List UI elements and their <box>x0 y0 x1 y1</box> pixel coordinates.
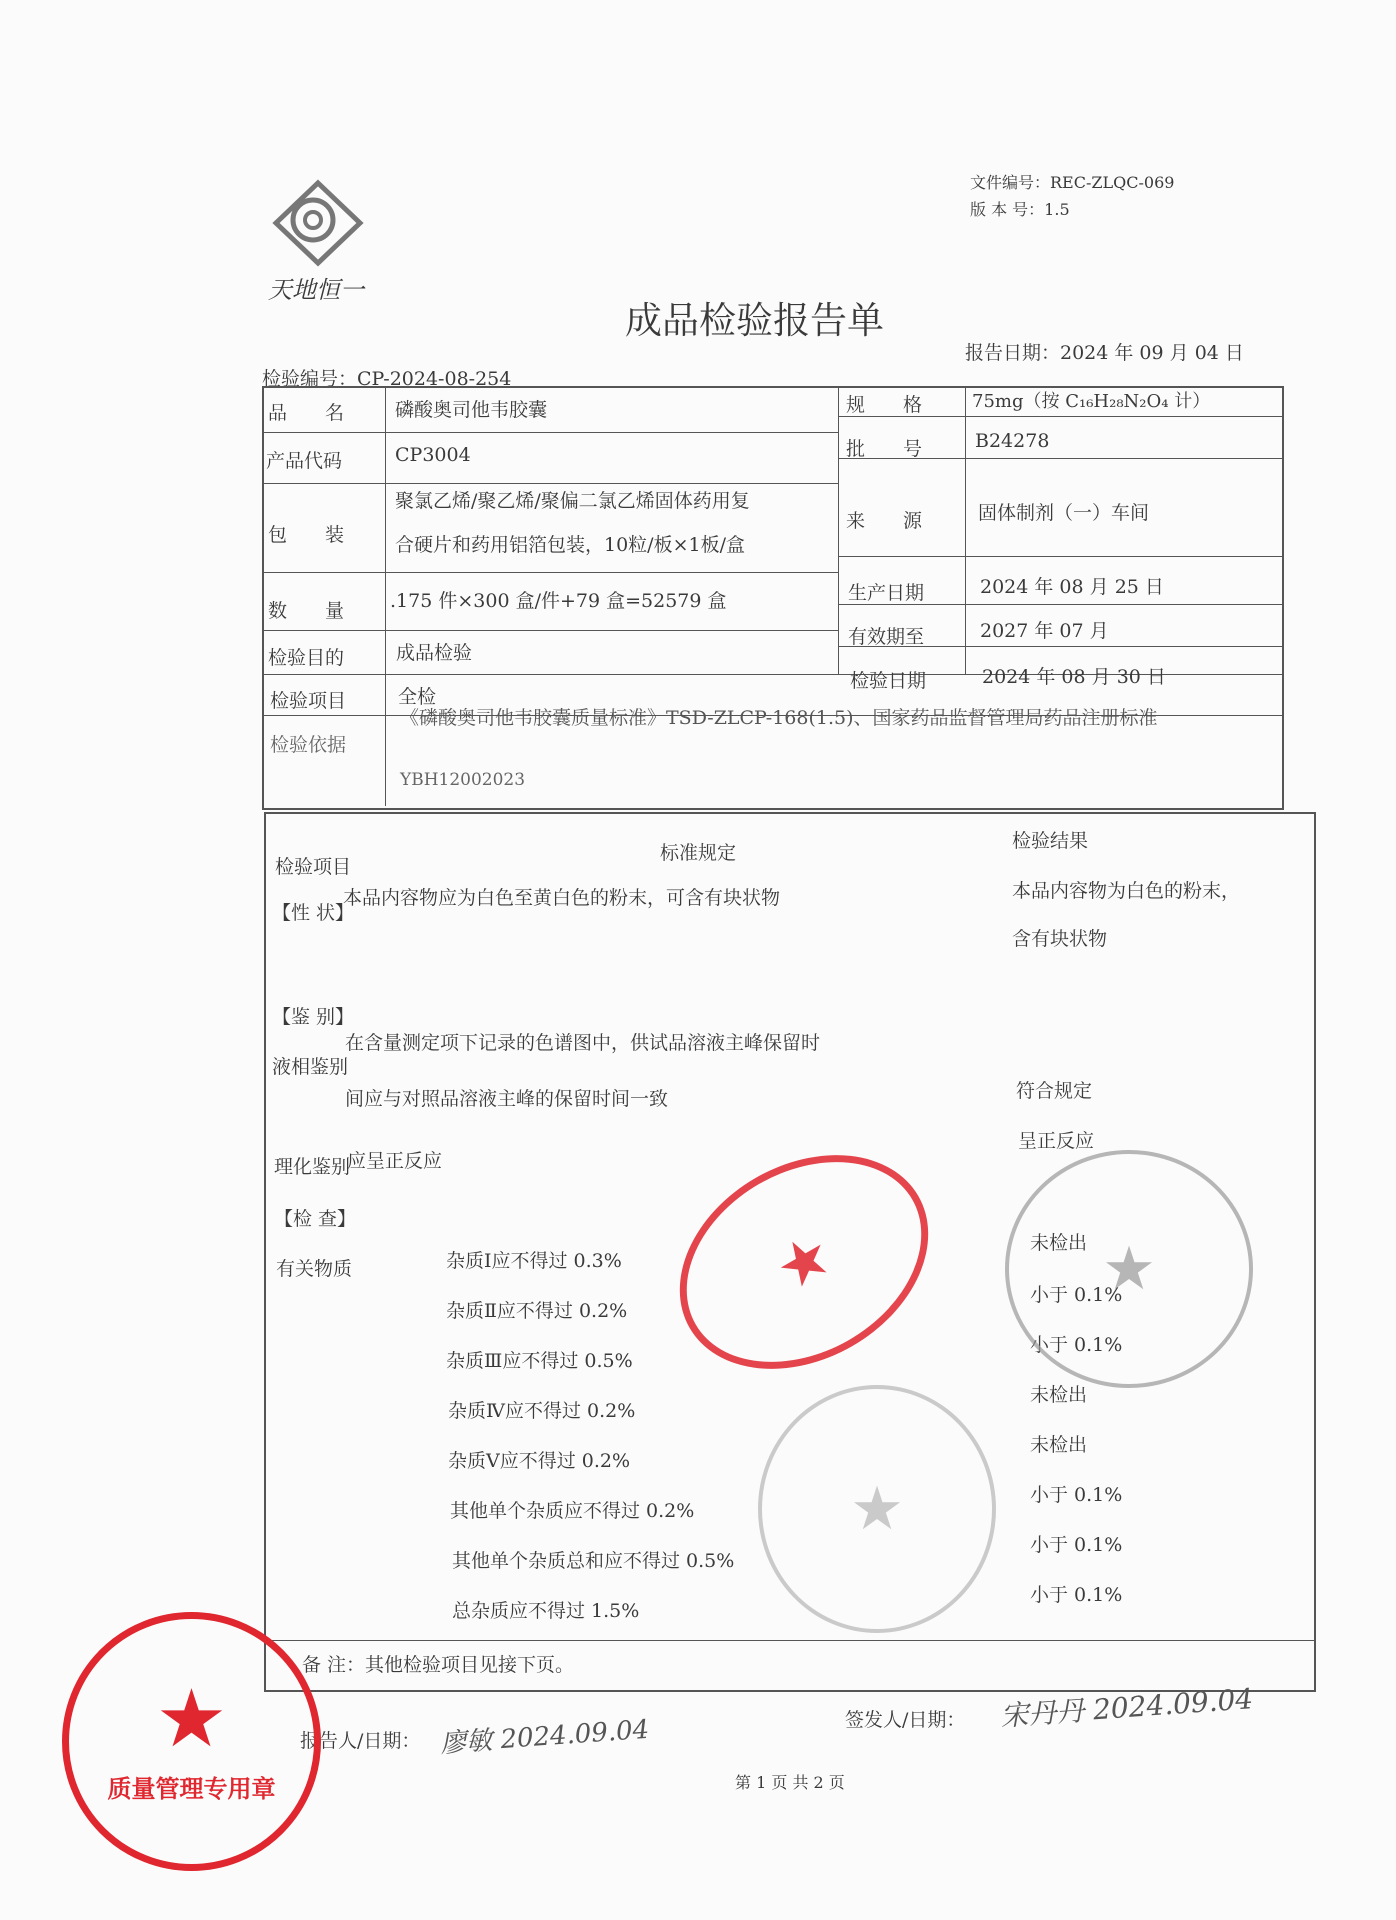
product-code-label: 产品代码 <box>266 450 343 472</box>
spiral-logo-icon <box>268 178 368 268</box>
gray-qc-stamp-1: ★ <box>1005 1150 1253 1388</box>
spec: 75mg（按 C₁₆H₂₈N₂O₄ 计） <box>972 391 1211 412</box>
appearance-label: 【性 状】 <box>272 902 355 924</box>
reporter-signature: 廖敏 2024.09.04 <box>439 1714 651 1760</box>
remark: 备 注：其他检验项目见接下页。 <box>302 1654 575 1676</box>
impurity-result: 小于 0.1% <box>1030 1534 1123 1556</box>
basis-label: 检验依据 <box>270 734 347 756</box>
product-code: CP3004 <box>395 444 471 466</box>
appearance-result-2: 含有块状物 <box>1012 928 1108 950</box>
hplc-standard-2: 间应与对照品溶液主峰的保留时间一致 <box>345 1088 669 1110</box>
impurity-result: 小于 0.1% <box>1030 1584 1123 1606</box>
product-name-label: 品 名 <box>268 402 345 424</box>
purpose-label: 检验目的 <box>268 647 345 669</box>
expiry: 2027 年 07 月 <box>980 620 1109 642</box>
impurity-standard: 杂质Ⅰ应不得过 0.3% <box>446 1250 622 1272</box>
batch-label: 批 号 <box>846 438 923 460</box>
spec-label: 规 格 <box>846 394 923 416</box>
mfg-date-label: 生产日期 <box>848 582 925 604</box>
impurity-result: 小于 0.1% <box>1030 1484 1123 1506</box>
hplc-result: 符合规定 <box>1016 1080 1093 1102</box>
product-name: 磷酸奥司他韦胶囊 <box>395 399 548 421</box>
mfg-date: 2024 年 08 月 25 日 <box>980 576 1164 598</box>
col-item-header: 检验项目 <box>275 856 352 878</box>
inspection-number: 检验编号：CP-2024-08-254 <box>262 368 512 390</box>
hplc-label: 液相鉴别 <box>272 1056 349 1078</box>
impurity-standard: 杂质Ⅴ应不得过 0.2% <box>448 1450 631 1472</box>
impurity-result: 未检出 <box>1030 1232 1088 1254</box>
basis-line-1: 《磷酸奥司他韦胶囊质量标准》TSD-ZLCP-168(1.5)、国家药品监督管理局药品注册标准 <box>400 707 1158 729</box>
package-line-1: 聚氯乙烯/聚乙烯/聚偏二氯乙烯固体药用复 <box>395 490 750 512</box>
related-substances-label: 有关物质 <box>276 1258 353 1280</box>
impurity-standard: 杂质Ⅳ应不得过 0.2% <box>448 1400 636 1422</box>
red-round-stamp: ★ 质量管理专用章 <box>62 1612 321 1871</box>
impurity-result: 未检出 <box>1030 1434 1088 1456</box>
test-date: 2024 年 08 月 30 日 <box>982 666 1166 688</box>
col-standard-header: 标准规定 <box>660 842 737 864</box>
page-title: 成品检验报告单 <box>625 299 884 342</box>
chem-id-label: 理化鉴别 <box>274 1156 351 1178</box>
basis-line-2: YBH12002023 <box>400 770 526 790</box>
quantity-label: 数 量 <box>268 600 345 622</box>
identification-label: 【鉴 别】 <box>272 1006 355 1028</box>
batch: B24278 <box>975 430 1050 452</box>
reporter-label: 报告人/日期： <box>300 1730 421 1752</box>
page-number: 第 1 页 共 2 页 <box>735 1773 845 1792</box>
impurity-standard: 其他单个杂质总和应不得过 0.5% <box>452 1550 735 1572</box>
file-number: 文件编号：REC-ZLQC-069 <box>970 173 1175 192</box>
hplc-standard-1: 在含量测定项下记录的色谱图中，供试品溶液主峰保留时 <box>345 1032 821 1054</box>
impurity-result: 未检出 <box>1030 1384 1088 1406</box>
test-date-label: 检验日期 <box>850 670 927 692</box>
gray-qc-stamp-2: ★ <box>758 1385 996 1633</box>
col-result-header: 检验结果 <box>1012 830 1089 852</box>
package-label: 包 装 <box>268 524 345 546</box>
version-number: 版 本 号：1.5 <box>970 200 1070 219</box>
expiry-label: 有效期至 <box>848 626 925 648</box>
impurity-standard: 杂质Ⅱ应不得过 0.2% <box>446 1300 628 1322</box>
items-label: 检验项目 <box>270 690 347 712</box>
appearance-result-1: 本品内容物为白色的粉末， <box>1012 880 1241 902</box>
logo-text: 天地恒一 <box>268 276 364 304</box>
source-label: 来 源 <box>846 510 923 532</box>
red-oval-stamp: ★ <box>641 1112 967 1412</box>
impurity-standard: 杂质Ⅲ应不得过 0.5% <box>446 1350 633 1372</box>
items: 全检 <box>398 686 437 708</box>
check-label: 【检 查】 <box>274 1208 357 1230</box>
company-logo <box>268 178 368 305</box>
impurity-result: 小于 0.1% <box>1030 1334 1123 1356</box>
source: 固体制剂（一）车间 <box>978 502 1150 524</box>
appearance-standard: 本品内容物应为白色至黄白色的粉末，可含有块状物 <box>343 887 781 909</box>
chem-id-result: 呈正反应 <box>1018 1130 1095 1152</box>
issuer-signature: 宋丹丹 2024.09.04 <box>999 1682 1255 1733</box>
purpose: 成品检验 <box>396 642 473 664</box>
package-line-2: 合硬片和药用铝箔包装，10粒/板×1板/盒 <box>395 534 745 556</box>
impurity-standard: 其他单个杂质应不得过 0.2% <box>450 1500 695 1522</box>
impurity-standard: 总杂质应不得过 1.5% <box>452 1600 640 1622</box>
quantity: .175 件×300 盒/件+79 盒=52579 盒 <box>390 590 727 612</box>
chem-id-standard: 应呈正反应 <box>347 1150 443 1172</box>
report-date: 报告日期：2024 年 09 月 04 日 <box>965 342 1244 364</box>
issuer-label: 签发人/日期： <box>845 1709 966 1731</box>
impurity-result: 小于 0.1% <box>1030 1284 1123 1306</box>
